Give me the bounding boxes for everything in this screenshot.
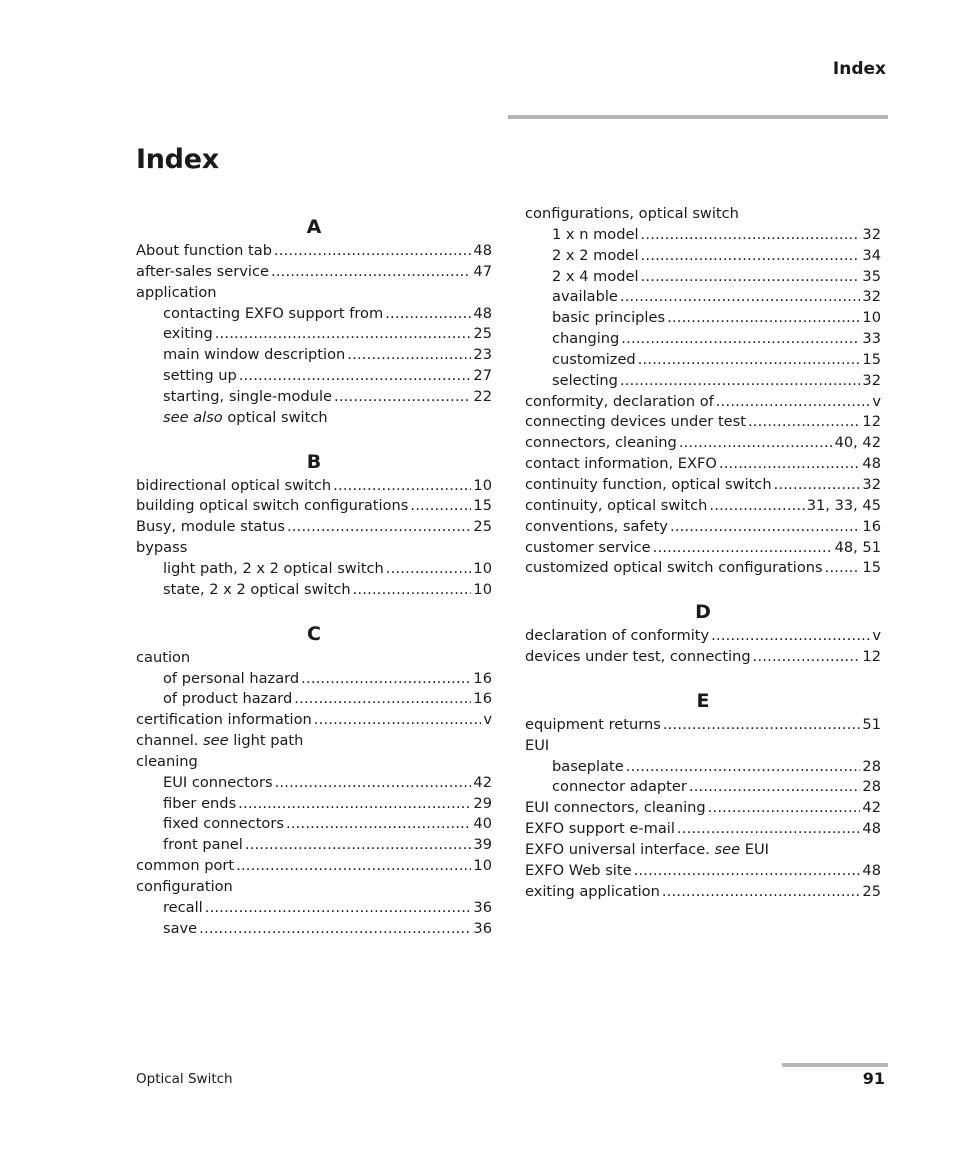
running-head: Index bbox=[832, 59, 886, 79]
index-entry bbox=[136, 241, 492, 262]
entry-pages: 16 bbox=[473, 690, 492, 708]
index-subentry bbox=[136, 794, 492, 815]
index-section-e bbox=[525, 688, 881, 903]
entry-text: common port bbox=[136, 857, 235, 875]
index-subentry bbox=[136, 689, 492, 710]
leader-dots bbox=[626, 757, 861, 778]
entry-pages: 48 bbox=[862, 820, 881, 838]
header-rule bbox=[508, 115, 888, 119]
entry-pages: 10 bbox=[473, 476, 492, 494]
entry-text: bidirectional optical switch bbox=[136, 476, 332, 494]
entry-text: equipment returns bbox=[525, 715, 661, 733]
entry-text: baseplate bbox=[552, 757, 624, 775]
leader-dots bbox=[385, 304, 471, 325]
entry-pages: 39 bbox=[473, 836, 492, 854]
entry-term: channel. bbox=[136, 732, 204, 750]
leader-dots bbox=[662, 882, 861, 903]
index-subentry bbox=[136, 387, 492, 408]
index-entry bbox=[525, 647, 881, 668]
index-subentry bbox=[136, 408, 492, 429]
leader-dots bbox=[748, 412, 860, 433]
entry-pages: 36 bbox=[473, 919, 492, 937]
entry-text: of personal hazard bbox=[163, 669, 300, 687]
index-subentry bbox=[136, 898, 492, 919]
index-entry bbox=[525, 392, 881, 413]
leader-dots bbox=[667, 308, 860, 329]
entry-pages: 10 bbox=[473, 857, 492, 875]
leader-dots bbox=[386, 559, 472, 580]
index-entry bbox=[136, 877, 492, 898]
footer-rule bbox=[782, 1063, 888, 1067]
leader-dots bbox=[641, 267, 861, 288]
index-entry bbox=[525, 736, 881, 757]
entry-text: EUI connectors, cleaning bbox=[525, 799, 706, 817]
index-entry bbox=[136, 262, 492, 283]
entry-text: fixed connectors bbox=[163, 815, 284, 833]
entry-text: setting up bbox=[163, 367, 237, 385]
leader-dots bbox=[353, 580, 472, 601]
index-entry bbox=[136, 517, 492, 538]
footer-doc-title: Optical Switch bbox=[136, 1071, 233, 1087]
leader-dots bbox=[620, 371, 860, 392]
index-entry bbox=[525, 496, 881, 517]
entry-text: About function tab bbox=[136, 242, 272, 259]
entry-pages: v bbox=[872, 627, 881, 645]
entry-text: 2 x 2 model bbox=[552, 246, 639, 264]
index-entry bbox=[525, 558, 881, 579]
index-subentry bbox=[525, 371, 881, 392]
entry-pages: 35 bbox=[862, 267, 881, 285]
entry-text: selecting bbox=[552, 371, 618, 389]
index-entry bbox=[525, 840, 881, 861]
entry-pages: 42 bbox=[473, 773, 492, 791]
leader-dots bbox=[677, 819, 861, 840]
entry-pages: 48 bbox=[862, 861, 881, 879]
entry-text: connecting devices under test bbox=[525, 413, 746, 431]
entry-pages: 29 bbox=[473, 794, 492, 812]
leader-dots bbox=[271, 262, 471, 283]
leader-dots bbox=[301, 669, 471, 690]
entry-pages: 32 bbox=[862, 371, 881, 389]
index-subentry bbox=[136, 814, 492, 835]
entry-pages: 36 bbox=[473, 898, 492, 916]
index-entry bbox=[525, 475, 881, 496]
page-number: 91 bbox=[862, 1069, 885, 1088]
index-subentry bbox=[525, 777, 881, 798]
leader-dots bbox=[199, 919, 471, 940]
index-entry bbox=[525, 433, 881, 454]
index-section-a bbox=[136, 214, 492, 429]
leader-dots bbox=[663, 715, 861, 736]
entry-pages: 25 bbox=[473, 325, 492, 343]
entry-text: 1 x n model bbox=[552, 225, 639, 243]
section-letter: E bbox=[696, 689, 710, 712]
entry-pages: 15 bbox=[862, 559, 881, 577]
index-entry bbox=[525, 412, 881, 433]
index-subentry bbox=[525, 267, 881, 288]
entry-pages: 10 bbox=[862, 309, 881, 327]
entry-text bbox=[163, 408, 328, 429]
leader-dots bbox=[620, 287, 861, 308]
leader-dots bbox=[347, 345, 471, 366]
entry-pages: 48 bbox=[473, 304, 492, 322]
entry-text: cleaning bbox=[136, 752, 198, 770]
section-letter: D bbox=[695, 601, 711, 624]
index-section-b bbox=[136, 449, 492, 601]
index-entry bbox=[525, 204, 881, 225]
index-subentry bbox=[136, 324, 492, 345]
index-subentry bbox=[136, 345, 492, 366]
entry-text: Busy, module status bbox=[136, 518, 285, 536]
entry-pages: 28 bbox=[862, 757, 881, 775]
entry-text: customized optical switch configurations bbox=[525, 559, 823, 577]
section-letter: C bbox=[307, 622, 321, 645]
entry-text: continuity function, optical switch bbox=[525, 475, 772, 493]
page-title: Index bbox=[136, 144, 219, 175]
entry-pages: 32 bbox=[862, 475, 881, 493]
index-entry bbox=[525, 798, 881, 819]
index-entry bbox=[136, 496, 492, 517]
leader-dots bbox=[215, 324, 472, 345]
leader-dots bbox=[653, 538, 833, 559]
index-entry bbox=[136, 856, 492, 877]
see-label: see bbox=[714, 840, 741, 858]
entry-text: conventions, safety bbox=[525, 517, 668, 535]
index-subentry bbox=[136, 773, 492, 794]
entry-pages: 12 bbox=[862, 413, 881, 431]
index-subentry bbox=[136, 366, 492, 387]
entry-text: fiber ends bbox=[163, 794, 237, 812]
entry-text: recall bbox=[163, 898, 203, 916]
entry-pages: 10 bbox=[473, 559, 492, 577]
entry-pages: 32 bbox=[862, 225, 881, 243]
leader-dots bbox=[621, 329, 860, 350]
leader-dots bbox=[236, 856, 471, 877]
section-letter: B bbox=[306, 450, 322, 473]
entry-text: EXFO support e-mail bbox=[525, 820, 675, 838]
entry-text: light path, 2 x 2 optical switch bbox=[163, 559, 384, 577]
entry-text: main window description bbox=[163, 346, 346, 364]
entry-text: of product hazard bbox=[163, 690, 293, 708]
entry-pages: 31, 33, 45 bbox=[806, 496, 881, 514]
entry-pages: 22 bbox=[473, 387, 492, 405]
leader-dots bbox=[638, 350, 861, 371]
entry-pages: 42 bbox=[862, 799, 881, 817]
entry-text: contacting EXFO support from bbox=[163, 304, 384, 322]
entry-text: caution bbox=[136, 648, 191, 666]
cross-reference: light path bbox=[228, 732, 304, 750]
index-subentry bbox=[525, 287, 881, 308]
leader-dots bbox=[287, 517, 471, 538]
leader-dots bbox=[286, 814, 471, 835]
leader-dots bbox=[709, 496, 804, 517]
entry-term: EXFO universal interface. bbox=[525, 840, 715, 858]
index-column-left bbox=[136, 214, 492, 959]
entry-text: customized bbox=[552, 350, 636, 368]
entry-pages: 15 bbox=[862, 350, 881, 368]
leader-dots bbox=[719, 454, 861, 475]
entry-pages: v bbox=[872, 392, 881, 410]
entry-text: changing bbox=[552, 330, 620, 348]
index-entry bbox=[136, 731, 492, 752]
entry-text: save bbox=[163, 919, 198, 937]
entry-pages: 40 bbox=[473, 815, 492, 833]
leader-dots bbox=[205, 898, 472, 919]
entry-pages: 12 bbox=[862, 648, 881, 666]
entry-text: EUI connectors bbox=[163, 773, 273, 791]
entry-pages: 48 bbox=[862, 455, 881, 473]
index-section-c-continued bbox=[525, 204, 881, 579]
leader-dots bbox=[239, 366, 472, 387]
index-entry bbox=[525, 517, 881, 538]
index-entry bbox=[525, 454, 881, 475]
entry-text: exiting application bbox=[525, 882, 660, 900]
entry-text: front panel bbox=[163, 836, 243, 854]
index-entry bbox=[136, 752, 492, 773]
index-subentry bbox=[525, 246, 881, 267]
entry-text: basic principles bbox=[552, 309, 666, 327]
leader-dots bbox=[634, 861, 861, 882]
leader-dots bbox=[410, 496, 471, 517]
entry-pages: 25 bbox=[862, 882, 881, 900]
index-subentry bbox=[136, 559, 492, 580]
see-also-label: see also bbox=[163, 408, 223, 426]
entry-pages: 23 bbox=[473, 346, 492, 364]
index-entry bbox=[525, 715, 881, 736]
entry-text: connectors, cleaning bbox=[525, 434, 677, 452]
entry-text bbox=[136, 731, 303, 752]
index-entry bbox=[136, 710, 492, 731]
entry-text: state, 2 x 2 optical switch bbox=[163, 580, 351, 598]
entry-text: configuration bbox=[136, 877, 233, 895]
leader-dots bbox=[294, 689, 471, 710]
index-entry bbox=[525, 861, 881, 882]
leader-dots bbox=[679, 433, 833, 454]
entry-pages: 40, 42 bbox=[834, 434, 881, 452]
cross-reference: EUI bbox=[740, 840, 769, 858]
entry-text: bypass bbox=[136, 539, 188, 557]
leader-dots bbox=[641, 225, 861, 246]
leader-dots bbox=[245, 835, 472, 856]
cross-reference: optical switch bbox=[222, 408, 328, 426]
entry-text: starting, single-module bbox=[163, 387, 332, 405]
index-entry bbox=[136, 538, 492, 559]
entry-text: application bbox=[136, 283, 217, 301]
entry-text: certification information bbox=[136, 711, 312, 729]
entry-pages: 10 bbox=[473, 580, 492, 598]
index-subentry bbox=[525, 757, 881, 778]
leader-dots bbox=[716, 392, 871, 413]
entry-pages: 25 bbox=[473, 518, 492, 536]
index-subentry bbox=[525, 329, 881, 350]
index-entry bbox=[525, 538, 881, 559]
entry-pages: 16 bbox=[473, 669, 492, 687]
entry-text: building optical switch configurations bbox=[136, 497, 409, 515]
entry-pages: 28 bbox=[862, 778, 881, 796]
index-entry bbox=[136, 476, 492, 497]
section-letter: A bbox=[306, 216, 322, 238]
leader-dots bbox=[314, 710, 482, 731]
index-entry bbox=[136, 283, 492, 304]
leader-dots bbox=[641, 246, 861, 267]
entry-pages: 33 bbox=[862, 330, 881, 348]
entry-pages: v bbox=[483, 711, 492, 729]
index-subentry bbox=[525, 308, 881, 329]
leader-dots bbox=[334, 387, 471, 408]
entry-text: declaration of conformity bbox=[525, 627, 710, 645]
entry-text: devices under test, connecting bbox=[525, 648, 751, 666]
entry-pages: 47 bbox=[473, 262, 492, 280]
entry-pages: 16 bbox=[862, 517, 881, 535]
index-subentry bbox=[525, 350, 881, 371]
leader-dots bbox=[753, 647, 861, 668]
entry-text: 2 x 4 model bbox=[552, 267, 639, 285]
entry-text: EXFO Web site bbox=[525, 861, 632, 879]
leader-dots bbox=[825, 558, 861, 579]
leader-dots bbox=[670, 517, 860, 538]
leader-dots bbox=[711, 626, 870, 647]
entry-pages: 34 bbox=[862, 246, 881, 264]
index-subentry bbox=[136, 835, 492, 856]
entry-pages: 51 bbox=[862, 715, 881, 733]
index-section-c bbox=[136, 621, 492, 940]
index-subentry bbox=[136, 669, 492, 690]
entry-pages: 32 bbox=[862, 288, 881, 306]
leader-dots bbox=[275, 773, 472, 794]
leader-dots bbox=[238, 794, 471, 815]
index-section-d bbox=[525, 599, 881, 668]
entry-text: customer service bbox=[525, 538, 651, 556]
entry-pages: 15 bbox=[473, 497, 492, 515]
entry-pages: 48, 51 bbox=[834, 538, 881, 556]
index-subentry bbox=[136, 919, 492, 940]
index-column-right bbox=[525, 204, 881, 922]
entry-text: EUI bbox=[525, 736, 550, 754]
leader-dots bbox=[708, 798, 861, 819]
entry-text: available bbox=[552, 288, 618, 306]
see-label: see bbox=[203, 732, 229, 750]
index-subentry bbox=[136, 580, 492, 601]
index-entry bbox=[525, 882, 881, 903]
entry-pages: 48 bbox=[473, 242, 492, 259]
index-subentry bbox=[525, 225, 881, 246]
index-entry bbox=[525, 819, 881, 840]
index-subentry bbox=[136, 304, 492, 325]
entry-pages: 27 bbox=[473, 367, 492, 385]
entry-text: continuity, optical switch bbox=[525, 496, 708, 514]
entry-text: configurations, optical switch bbox=[525, 205, 739, 222]
index-entry bbox=[525, 626, 881, 647]
entry-text: conformity, declaration of bbox=[525, 392, 714, 410]
leader-dots bbox=[774, 475, 861, 496]
leader-dots bbox=[689, 777, 861, 798]
entry-text: exiting bbox=[163, 325, 213, 343]
leader-dots bbox=[274, 241, 471, 262]
leader-dots bbox=[333, 476, 471, 497]
entry-text bbox=[525, 840, 769, 861]
entry-text: after-sales service bbox=[136, 262, 269, 280]
entry-text: connector adapter bbox=[552, 778, 687, 796]
index-entry bbox=[136, 648, 492, 669]
entry-text: contact information, EXFO bbox=[525, 455, 717, 473]
